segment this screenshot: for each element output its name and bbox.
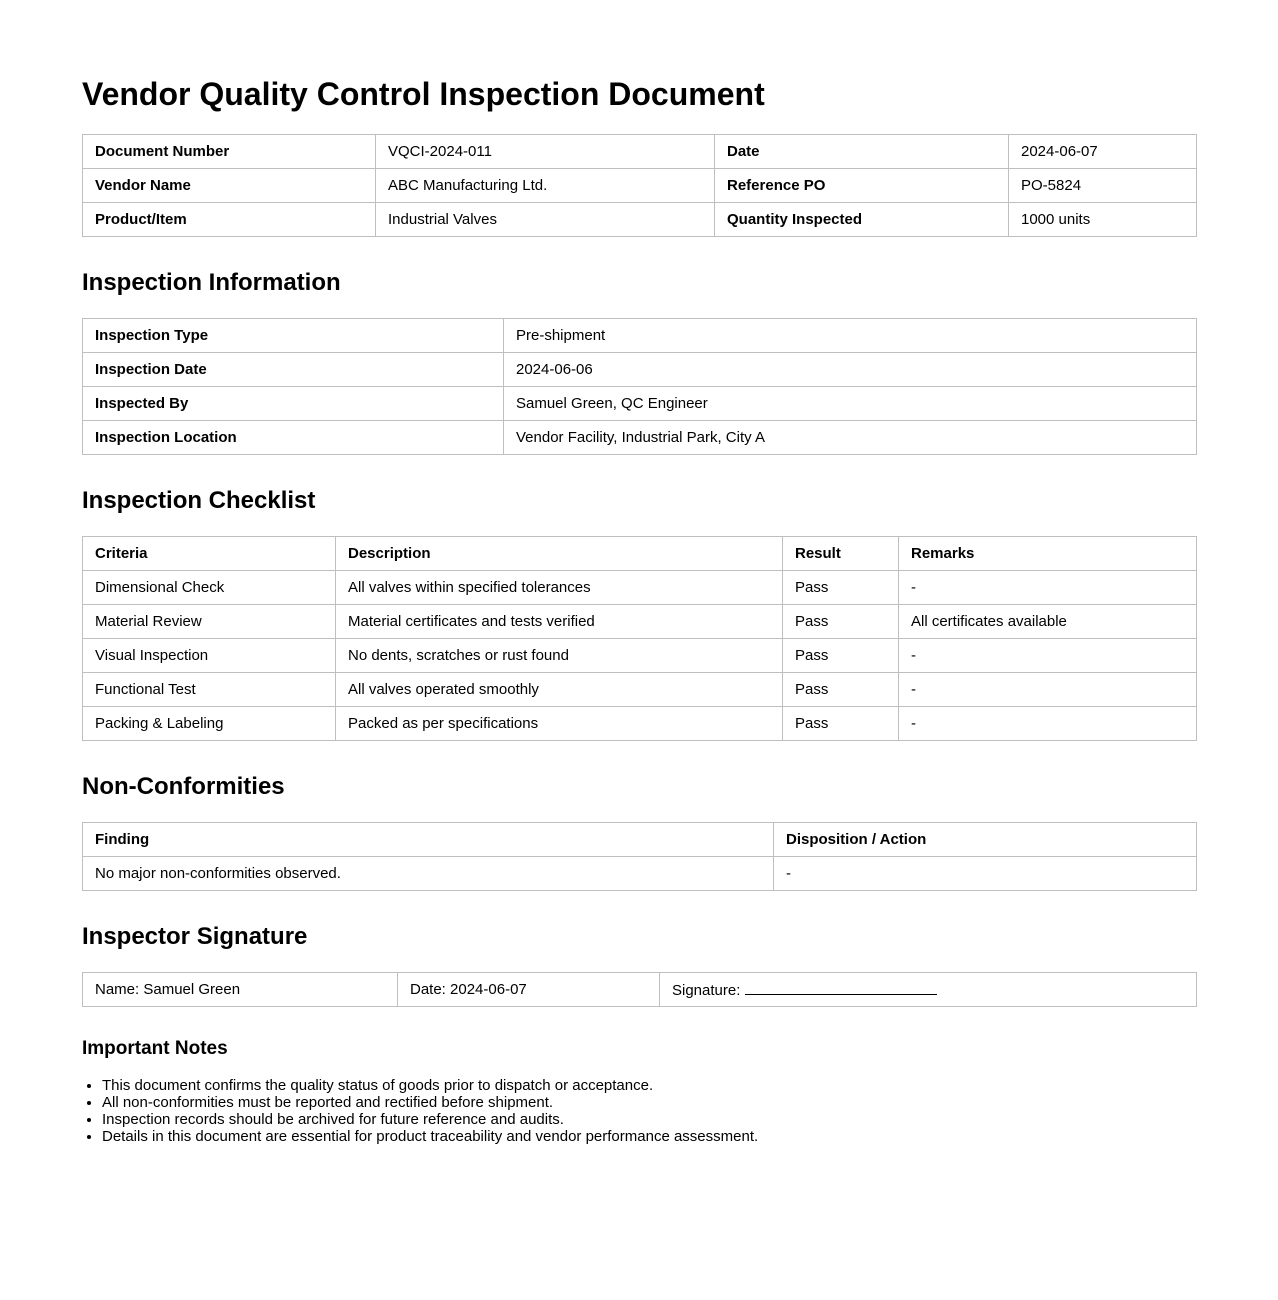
important-notes-list — [82, 1077, 1196, 1145]
description-cell: All valves operated smoothly — [336, 673, 783, 707]
result-cell: Pass — [783, 639, 899, 673]
table-row — [83, 673, 1197, 707]
document-number-value: VQCI-2024-011 — [376, 135, 715, 169]
page-title: Vendor Quality Control Inspection Document — [82, 76, 765, 112]
inspected-by-label: Inspected By — [83, 387, 504, 421]
product-item-value: Industrial Valves — [376, 203, 715, 237]
criteria-cell: Functional Test — [83, 673, 336, 707]
column-header-description: Description — [336, 537, 783, 571]
result-cell: Pass — [783, 707, 899, 741]
criteria-cell: Material Review — [83, 605, 336, 639]
signature-date: Date: 2024-06-07 — [398, 973, 660, 1007]
inspection-checklist-table — [82, 536, 1197, 741]
document-number-label: Document Number — [83, 135, 376, 169]
inspection-location-label: Inspection Location — [83, 421, 504, 455]
non-conformities-table — [82, 822, 1197, 891]
result-cell: Pass — [783, 673, 899, 707]
table-row — [83, 973, 1197, 1007]
date-value: 2024-06-07 — [1009, 135, 1197, 169]
product-item-label: Product/Item — [83, 203, 376, 237]
signature-label: Signature: — [672, 982, 741, 999]
table-row — [83, 421, 1197, 455]
remarks-cell: - — [899, 673, 1197, 707]
table-row — [83, 387, 1197, 421]
inspection-checklist-heading: Inspection Checklist — [82, 487, 316, 514]
table-row — [83, 857, 1197, 891]
inspection-date-label: Inspection Date — [83, 353, 504, 387]
column-header-remarks: Remarks — [899, 537, 1197, 571]
table-row — [83, 169, 1197, 203]
signature-cell — [660, 973, 1197, 1007]
important-notes-heading: Important Notes — [82, 1038, 228, 1059]
inspection-type-label: Inspection Type — [83, 319, 504, 353]
inspected-by-value: Samuel Green, QC Engineer — [504, 387, 1197, 421]
inspection-type-value: Pre-shipment — [504, 319, 1197, 353]
inspection-information-heading: Inspection Information — [82, 269, 341, 296]
remarks-cell: - — [899, 639, 1197, 673]
reference-po-value: PO-5824 — [1009, 169, 1197, 203]
description-cell: All valves within specified tolerances — [336, 571, 783, 605]
signature-line[interactable] — [745, 980, 937, 995]
remarks-cell: All certificates available — [899, 605, 1197, 639]
list-item: • Inspection records should be archived for future reference and audits. — [102, 1111, 1196, 1128]
inspector-signature-heading: Inspector Signature — [82, 923, 308, 950]
list-item: • This document confirms the quality status of goods prior to dispatch or acceptance. — [102, 1077, 1196, 1094]
inspector-name: Name: Samuel Green — [83, 973, 398, 1007]
criteria-cell: Visual Inspection — [83, 639, 336, 673]
table-row — [83, 203, 1197, 237]
list-item: • Details in this document are essential for product traceability and vendor performance assessment. — [102, 1128, 1196, 1145]
quantity-inspected-label: Quantity Inspected — [715, 203, 1009, 237]
vendor-name-label: Vendor Name — [83, 169, 376, 203]
non-conformities-heading: Non-Conformities — [82, 773, 285, 800]
result-cell: Pass — [783, 605, 899, 639]
description-cell: Material certificates and tests verified — [336, 605, 783, 639]
table-header-row — [83, 537, 1197, 571]
inspection-information-table — [82, 318, 1197, 455]
column-header-criteria: Criteria — [83, 537, 336, 571]
table-row — [83, 571, 1197, 605]
quantity-inspected-value: 1000 units — [1009, 203, 1197, 237]
description-cell: Packed as per specifications — [336, 707, 783, 741]
finding-cell: No major non-conformities observed. — [83, 857, 774, 891]
table-header-row — [83, 823, 1197, 857]
table-row — [83, 707, 1197, 741]
criteria-cell: Dimensional Check — [83, 571, 336, 605]
document-header-table — [82, 134, 1197, 237]
inspection-location-value: Vendor Facility, Industrial Park, City A — [504, 421, 1197, 455]
remarks-cell: - — [899, 707, 1197, 741]
table-row — [83, 319, 1197, 353]
criteria-cell: Packing & Labeling — [83, 707, 336, 741]
table-row — [83, 353, 1197, 387]
column-header-result: Result — [783, 537, 899, 571]
reference-po-label: Reference PO — [715, 169, 1009, 203]
column-header-disposition: Disposition / Action — [774, 823, 1197, 857]
description-cell: No dents, scratches or rust found — [336, 639, 783, 673]
table-row — [83, 135, 1197, 169]
table-row — [83, 605, 1197, 639]
table-row — [83, 639, 1197, 673]
list-item: • All non-conformities must be reported and rectified before shipment. — [102, 1094, 1196, 1111]
column-header-finding: Finding — [83, 823, 774, 857]
date-label: Date — [715, 135, 1009, 169]
disposition-cell: - — [774, 857, 1197, 891]
inspection-date-value: 2024-06-06 — [504, 353, 1197, 387]
inspector-signature-table — [82, 972, 1197, 1007]
vendor-name-value: ABC Manufacturing Ltd. — [376, 169, 715, 203]
remarks-cell: - — [899, 571, 1197, 605]
result-cell: Pass — [783, 571, 899, 605]
